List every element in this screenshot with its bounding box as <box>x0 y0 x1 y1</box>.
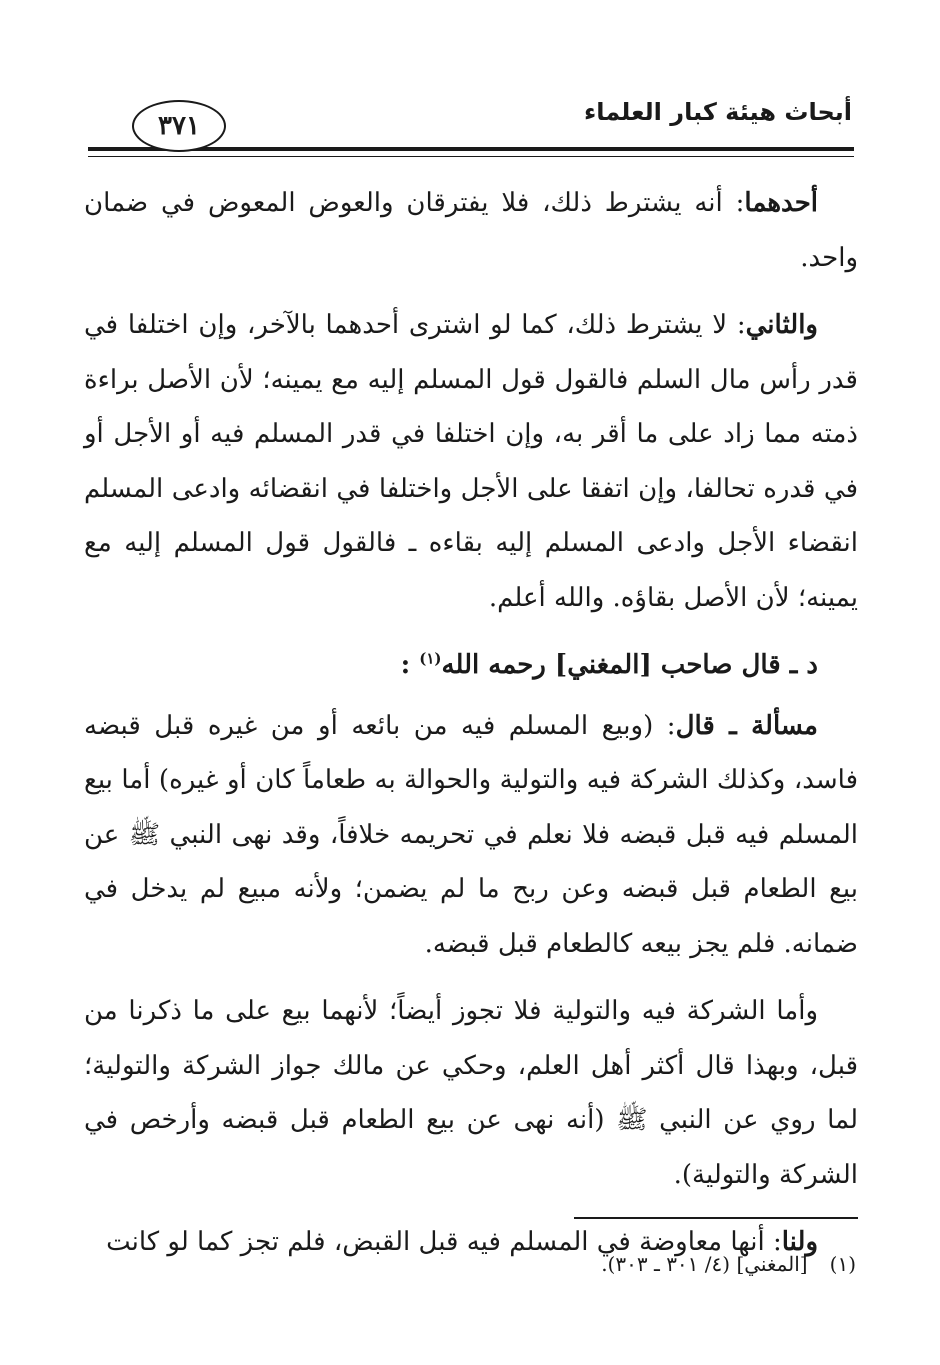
paragraph-lead: أحدهما <box>744 188 818 218</box>
footnote-reference: (١) <box>419 649 442 668</box>
paragraph-text: وأما الشركة فيه والتولية فلا تجوز أيضاً؛ لأنهما بيع على ما ذكرنا من قبل، وبهذا قال أكثر أهل العلم، وحكي عن مالك جواز الشركة والتولية؛ لما روي عن النبي ﷺ (أنه نهى عن بيع الطعام قبل قبضه وأرخص في الشركة والتولية). <box>84 996 858 1190</box>
running-title: أبحاث هيئة كبار العلماء <box>583 98 852 126</box>
page-number-badge: ٣٧١ <box>132 100 226 152</box>
header-rule-thin <box>88 156 854 157</box>
paragraph-lead: مسألة ـ قال <box>675 710 818 741</box>
paragraph-3 <box>84 699 858 972</box>
section-heading <box>84 638 858 693</box>
footnote-marker: (١) <box>829 1252 856 1276</box>
paragraph-lead: والثاني <box>745 310 818 340</box>
paragraph-1 <box>84 176 858 285</box>
paragraph-text: : أنها معاوضة في المسلم فيه قبل القبض، فلم تجز كما لو كانت <box>106 1227 782 1257</box>
paragraph-lead: ولنا <box>781 1227 818 1257</box>
footnote-separator <box>574 1217 858 1219</box>
body-text <box>84 176 858 1283</box>
heading-text: د ـ قال صاحب [المغني] رحمه الله <box>441 650 818 680</box>
paragraph-4 <box>84 984 858 1202</box>
heading-colon: : <box>400 650 411 680</box>
footnote-text: [المغني] (٤/ ٣٠١ ـ ٣٠٣). <box>601 1252 808 1276</box>
paragraph-text: : أنه يشترط ذلك، فلا يفترقان والعوض المعوض في ضمان واحد. <box>84 188 858 273</box>
paragraph-text: : (وبيع المسلم فيه من بائعه أو من غيره قبل قبضه فاسد، وكذلك الشركة فيه والتولية والحوالة به طعاماً كان أو غيره) أما بيع المسلم فيه قبل قبضه فلا نعلم في تحريمه خلافاً، وقد نهى النبي ﷺ عن بيع الطعام قبل قبضه وعن ربح ما لم يضمن؛ ولأنه مبيع لم يدخل في ضمانه. فلم يجز بيعه كالطعام قبل قبضه. <box>84 710 858 959</box>
paragraph-text: : لا يشترط ذلك، كما لو اشترى أحدهما بالآخر، وإن اختلفا في قدر رأس مال السلم فالقول قول المسلم إليه مع يمينه؛ لأن الأصل براءة ذمته مما زاد على ما أقر به، وإن اختلفا في قدر المسلم فيه أو الأجل أو في قدره تحالفا، وإن اتفقا على الأجل واختلفا في انقضائه وادعى المسلم انقضاء الأجل وادعى المسلم إليه بقاءه ـ فالقول قول المسلم إليه مع يمينه؛ لأن الأصل بقاؤه. والله أعلم. <box>84 310 858 613</box>
footnote <box>601 1252 856 1276</box>
paragraph-2 <box>84 298 858 625</box>
